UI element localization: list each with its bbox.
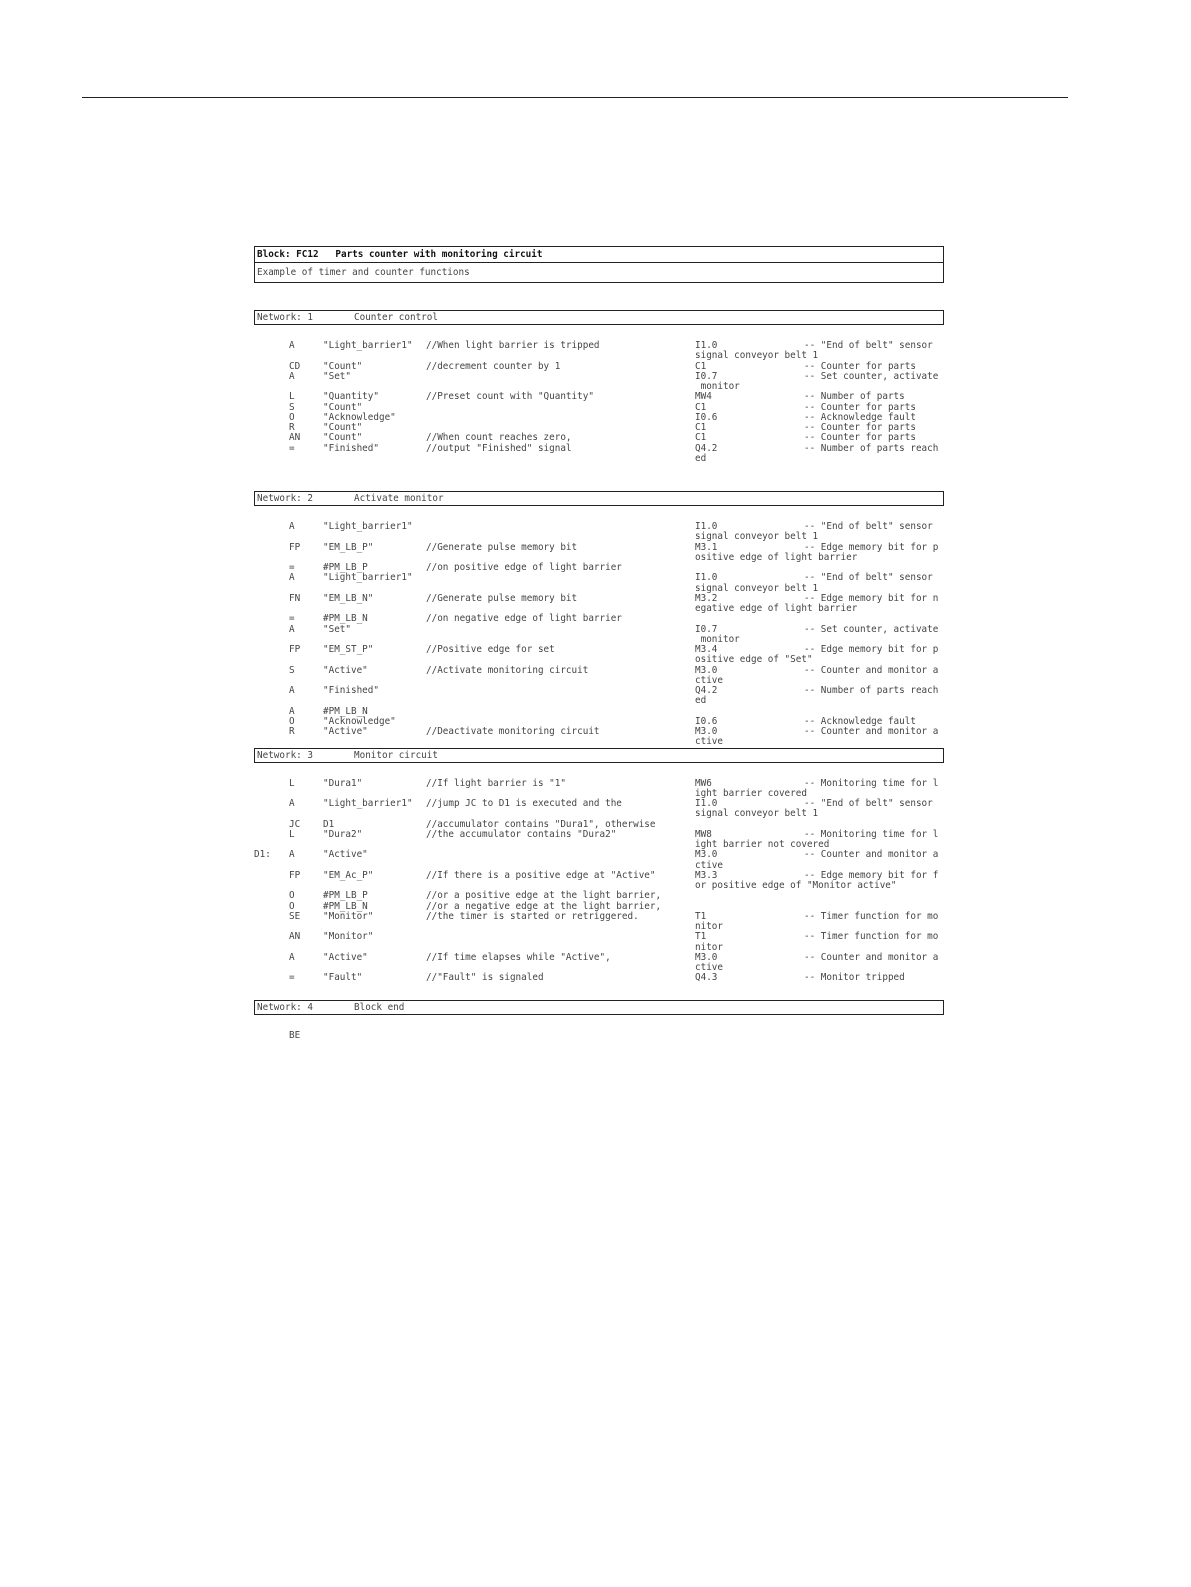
network-header: [254, 748, 944, 763]
jump-label: [254, 614, 289, 624]
line-comment: //output "Finished" signal: [426, 442, 572, 454]
instruction: L: [289, 777, 295, 789]
instruction: A: [289, 572, 295, 584]
operand: "Active": [323, 664, 368, 676]
symbol-comment: -- Counter for parts: [804, 432, 916, 444]
jump-label: [254, 912, 289, 922]
instruction: JC: [289, 818, 301, 830]
line-comment: [426, 573, 695, 583]
line-comment: [426, 403, 695, 413]
instruction: A: [289, 623, 295, 635]
symbol-comment: -- Number of parts reach: [804, 685, 939, 696]
address: C1: [695, 422, 707, 433]
line-comment: //Positive edge for set: [426, 644, 555, 655]
operand: "Count": [323, 401, 363, 413]
code-line: [254, 973, 944, 983]
top-rule: [82, 97, 1068, 98]
operand: #PM_LB_N: [323, 613, 368, 625]
line-comment: //or a positive edge at the light barrier,: [426, 890, 662, 902]
operand: "Count": [323, 360, 363, 372]
block-title: [255, 247, 943, 263]
wrap-indent: [254, 351, 695, 361]
address: M3.3: [695, 869, 718, 881]
address: T1: [695, 931, 707, 943]
address: I0.7: [695, 623, 718, 635]
line-comment: //When light barrier is tripped: [426, 340, 600, 351]
network-number: Network: 4: [257, 1001, 313, 1013]
address: C1: [695, 360, 707, 372]
jump-label: [254, 563, 289, 573]
operand: #PM_LB_N: [323, 705, 368, 717]
symbol-comment: -- "End of belt" sensor: [804, 572, 933, 584]
instruction: A: [289, 370, 295, 382]
instruction: FP: [289, 869, 301, 881]
instruction: O: [289, 890, 295, 902]
symbol-comment: -- Counter and monitor a: [804, 849, 939, 861]
jump-label: D1:: [254, 849, 271, 861]
operand: "Acknowledge": [323, 715, 396, 727]
line-comment: //decrement counter by 1: [426, 360, 561, 372]
line-comment: //the timer is started or retriggered.: [426, 910, 639, 922]
line-comment: //on negative edge of light barrier: [426, 613, 622, 625]
symbol-comment: -- Edge memory bit for p: [804, 644, 939, 655]
network-title: Block end: [354, 1001, 405, 1013]
operand: "Finished": [323, 442, 379, 454]
symbol-comment: [804, 891, 944, 901]
symbol-comment: -- Counter for parts: [804, 422, 916, 433]
address: Q4.3: [695, 972, 718, 984]
instruction: FP: [289, 541, 301, 553]
instruction: L: [289, 391, 295, 403]
block-title-label: Block: FC12: [257, 249, 319, 260]
line-comment: //When count reaches zero,: [426, 432, 572, 444]
address: I1.0: [695, 572, 718, 584]
line-comment: [426, 707, 695, 717]
network-number: Network: 2: [257, 493, 313, 504]
line-comment: //or a negative edge at the light barrier,: [426, 900, 662, 912]
operand: "Count": [323, 432, 363, 444]
wrap-indent: [254, 696, 695, 706]
instruction: CD: [289, 360, 301, 372]
wrap-indent: [254, 532, 695, 542]
operand: "Set": [323, 623, 351, 635]
symbol-comment-wrap: [254, 655, 944, 665]
address: T1: [695, 910, 707, 922]
operand: "Active": [323, 951, 368, 963]
operand: "Monitor": [323, 910, 374, 922]
wrap-text: ctive: [695, 962, 723, 973]
address: MW8: [695, 828, 712, 840]
code-line: [254, 953, 944, 963]
jump-label: [254, 543, 289, 553]
line-comment: //"Fault" is signaled: [426, 972, 544, 984]
symbol-comment-wrap: [254, 454, 944, 464]
symbol-comment: -- Number of parts reach: [804, 442, 939, 454]
wrap-text: ositive edge of light barrier: [695, 551, 858, 563]
line-comment: [426, 372, 695, 382]
code-line: [254, 625, 944, 635]
symbol-comment: -- Counter for parts: [804, 401, 916, 413]
line-comment: //jump JC to D1 is executed and the: [426, 798, 622, 809]
jump-label: [254, 403, 289, 413]
address: C1: [695, 401, 707, 413]
instruction: FN: [289, 592, 301, 604]
operand: "Light_barrier1": [323, 572, 413, 584]
wrap-text: nitor: [695, 941, 723, 953]
address: [695, 1031, 804, 1041]
address: I1.0: [695, 521, 718, 532]
jump-label: [254, 830, 289, 840]
line-comment: [426, 850, 695, 860]
instruction: A: [289, 798, 295, 809]
line-comment: //Generate pulse memory bit: [426, 592, 578, 604]
network-code: [254, 779, 944, 984]
instruction: L: [289, 828, 295, 840]
symbol-comment: -- Timer function for mo: [804, 931, 939, 943]
jump-label: [254, 779, 289, 789]
line-comment: //Generate pulse memory bit: [426, 541, 578, 553]
operand: "Light_barrier1": [323, 798, 413, 809]
jump-label: [254, 953, 289, 963]
instruction: AN: [289, 931, 301, 943]
wrap-text: ed: [695, 695, 707, 707]
instruction: R: [289, 422, 295, 433]
code-line: [254, 891, 944, 901]
wrap-text: signal conveyor belt 1: [695, 350, 819, 362]
operand: "Active": [323, 849, 368, 861]
address: M3.1: [695, 541, 718, 553]
symbol-comment: -- Timer function for mo: [804, 910, 939, 922]
symbol-comment: -- Counter and monitor a: [804, 951, 939, 963]
operand: D1: [323, 818, 335, 830]
line-comment: //Deactivate monitoring circuit: [426, 726, 600, 737]
line-comment: //Activate monitoring circuit: [426, 664, 589, 676]
operand: "EM_Ac_P": [323, 869, 374, 881]
code-line: [254, 433, 944, 443]
operand: "Light_barrier1": [323, 521, 413, 532]
symbol-comment: -- Set counter, activate: [804, 370, 939, 382]
code-line: [254, 522, 944, 532]
code-line: [254, 372, 944, 382]
wrap-text: ositive edge of "Set": [695, 654, 813, 666]
wrap-text: ight barrier covered: [695, 787, 807, 799]
jump-label: [254, 341, 289, 351]
instruction: S: [289, 664, 295, 676]
line-comment: [426, 413, 695, 423]
network-code: [254, 341, 944, 464]
operand: "Quantity": [323, 391, 379, 403]
jump-label: [254, 871, 289, 881]
operand: "Dura2": [323, 828, 363, 840]
operand: "Active": [323, 726, 368, 737]
operand: "EM_LB_N": [323, 592, 374, 604]
code-line: [254, 341, 944, 351]
address: [695, 902, 804, 912]
network-title: Monitor circuit: [354, 749, 438, 761]
network-section: [254, 748, 944, 984]
jump-label: [254, 717, 289, 727]
jump-label: [254, 522, 289, 532]
network-number: Network: 1: [257, 312, 313, 323]
wrap-text: ctive: [695, 859, 723, 871]
line-comment: //If there is a positive edge at "Active": [426, 869, 656, 881]
wrap-text: monitor: [695, 381, 740, 392]
jump-label: [254, 727, 289, 737]
line-comment: [426, 1031, 695, 1041]
operand: "Monitor": [323, 931, 374, 943]
jump-label: [254, 707, 289, 717]
operand: #PM_LB_P: [323, 562, 368, 573]
address: C1: [695, 432, 707, 444]
jump-label: [254, 799, 289, 809]
address: Q4.2: [695, 685, 718, 696]
address: I1.0: [695, 340, 718, 351]
wrap-indent: [254, 922, 695, 932]
instruction: BE: [289, 1029, 301, 1041]
jump-label: [254, 645, 289, 655]
address: Q4.2: [695, 442, 718, 454]
symbol-comment: -- Counter and monitor a: [804, 664, 939, 676]
network-section: [254, 310, 944, 464]
code-line: [254, 932, 944, 942]
jump-label: [254, 891, 289, 901]
instruction: =: [289, 562, 295, 573]
line-comment: [426, 686, 695, 696]
code-line: [254, 1031, 944, 1041]
instruction: FP: [289, 644, 301, 655]
address: M3.0: [695, 664, 718, 676]
operand: "Light_barrier1": [323, 340, 413, 351]
address: M3.2: [695, 592, 718, 604]
wrap-text: ctive: [695, 736, 723, 748]
instruction: S: [289, 401, 295, 413]
block-comment: Example of timer and counter functions: [257, 267, 470, 278]
code-line: [254, 573, 944, 583]
block-title-text: Parts counter with monitoring circuit: [335, 249, 543, 260]
wrap-text: ctive: [695, 674, 723, 686]
instruction: A: [289, 685, 295, 696]
instruction: =: [289, 613, 295, 625]
network-code: [254, 1031, 944, 1041]
wrap-indent: [254, 655, 695, 665]
symbol-comment-wrap: [254, 351, 944, 361]
jump-label: [254, 625, 289, 635]
line-comment: [426, 625, 695, 635]
jump-label: [254, 686, 289, 696]
instruction: A: [289, 849, 295, 861]
symbol-comment-wrap: [254, 696, 944, 706]
operand: "Dura1": [323, 777, 363, 789]
operand: "EM_LB_P": [323, 541, 374, 553]
instruction: AN: [289, 432, 301, 444]
symbol-comment: -- Monitoring time for l: [804, 828, 939, 840]
jump-label: [254, 362, 289, 372]
address: M3.0: [695, 849, 718, 861]
operand: "Set": [323, 370, 351, 382]
block-header: [254, 246, 944, 283]
jump-label: [254, 392, 289, 402]
jump-label: [254, 372, 289, 382]
code-line: [254, 830, 944, 840]
symbol-comment: -- Monitor tripped: [804, 972, 905, 984]
instruction: O: [289, 411, 295, 423]
wrap-text: or positive edge of "Monitor active": [695, 880, 897, 891]
instruction: SE: [289, 910, 301, 922]
wrap-indent: [254, 840, 695, 850]
jump-label: [254, 902, 289, 912]
instruction: R: [289, 726, 295, 737]
address: I0.6: [695, 715, 718, 727]
address: MW6: [695, 777, 712, 789]
wrap-text: ed: [695, 452, 707, 464]
address: [695, 614, 804, 624]
wrap-text: signal conveyor belt 1: [695, 531, 819, 543]
instruction: O: [289, 900, 295, 912]
code-line: [254, 779, 944, 789]
stl-listing: [254, 246, 944, 1041]
symbol-comment-wrap: [254, 532, 944, 542]
wrap-indent: [254, 809, 695, 819]
instruction: A: [289, 521, 295, 532]
code-line: [254, 727, 944, 737]
address: I0.7: [695, 370, 718, 382]
operand: "Fault": [323, 972, 363, 984]
symbol-comment: [804, 1031, 944, 1041]
operand: "Acknowledge": [323, 411, 396, 423]
operand: "Finished": [323, 685, 379, 696]
address: I1.0: [695, 798, 718, 809]
symbol-comment: -- Monitoring time for l: [804, 777, 939, 789]
network-header: [254, 310, 944, 325]
line-comment: //on positive edge of light barrier: [426, 562, 622, 573]
symbol-comment: -- Counter and monitor a: [804, 726, 939, 737]
operand: #PM_LB_N: [323, 900, 368, 912]
operand: "Count": [323, 422, 363, 433]
network-number: Network: 3: [257, 749, 313, 761]
code-line: [254, 799, 944, 809]
address: M3.0: [695, 951, 718, 963]
symbol-comment: -- Acknowledge fault: [804, 411, 916, 423]
jump-label: [254, 1031, 289, 1041]
code-line: [254, 645, 944, 655]
instruction: =: [289, 442, 295, 454]
networks: [254, 310, 944, 1041]
symbol-comment: -- Edge memory bit for f: [804, 869, 939, 881]
operand: "EM_ST_P": [323, 644, 374, 655]
symbol-comment: -- Edge memory bit for n: [804, 592, 939, 604]
symbol-comment: -- Number of parts: [804, 391, 905, 403]
code-line: [254, 850, 944, 860]
line-comment: //Preset count with "Quantity": [426, 391, 594, 403]
symbol-comment: -- Counter for parts: [804, 360, 916, 372]
instruction: A: [289, 705, 295, 717]
address: [695, 891, 804, 901]
network-code: [254, 522, 944, 748]
jump-label: [254, 423, 289, 433]
jump-label: [254, 594, 289, 604]
line-comment: //the accumulator contains "Dura2": [426, 828, 617, 840]
wrap-text: nitor: [695, 921, 723, 932]
address: M3.4: [695, 644, 718, 655]
address: MW4: [695, 391, 712, 403]
wrap-text: signal conveyor belt 1: [695, 582, 819, 594]
instruction: A: [289, 951, 295, 963]
line-comment: //If time elapses while "Active",: [426, 951, 611, 963]
network-header: [254, 491, 944, 506]
wrap-text: ight barrier not covered: [695, 839, 830, 850]
code-line: [254, 666, 944, 676]
symbol-comment: -- "End of belt" sensor: [804, 521, 933, 532]
jump-label: [254, 973, 289, 983]
symbol-comment-wrap: [254, 737, 944, 747]
jump-label: [254, 413, 289, 423]
code-line: [254, 614, 944, 624]
network-header: [254, 1000, 944, 1015]
symbol-comment: [804, 614, 944, 624]
line-comment: //If light barrier is "1": [426, 777, 566, 789]
jump-label: [254, 666, 289, 676]
symbol-comment: -- Set counter, activate: [804, 623, 939, 635]
symbol-comment: -- "End of belt" sensor: [804, 798, 933, 809]
symbol-comment: -- "End of belt" sensor: [804, 340, 933, 351]
code-line: [254, 912, 944, 922]
line-comment: [426, 522, 695, 532]
wrap-indent: [254, 454, 695, 464]
jump-label: [254, 573, 289, 583]
wrap-indent: [254, 676, 695, 686]
symbol-comment-wrap: [254, 809, 944, 819]
wrap-text: monitor: [695, 633, 740, 645]
symbol-comment: -- Edge memory bit for p: [804, 541, 939, 553]
instruction: A: [289, 340, 295, 351]
code-line: [254, 392, 944, 402]
code-line: [254, 444, 944, 454]
wrap-text: egative edge of light barrier: [695, 603, 858, 614]
symbol-comment: -- Acknowledge fault: [804, 715, 916, 727]
operand: #PM_LB_P: [323, 890, 368, 902]
wrap-text: signal conveyor belt 1: [695, 808, 819, 820]
code-line: [254, 686, 944, 696]
network-section: [254, 1000, 944, 1041]
network-title: Activate monitor: [354, 493, 444, 504]
jump-label: [254, 444, 289, 454]
network-section: [254, 491, 944, 748]
jump-label: [254, 433, 289, 443]
line-comment: [426, 932, 695, 942]
instruction: =: [289, 972, 295, 984]
jump-label: [254, 820, 289, 830]
wrap-indent: [254, 737, 695, 747]
network-title: Counter control: [354, 312, 438, 323]
jump-label: [254, 932, 289, 942]
operand: [323, 1031, 426, 1041]
line-comment: //accumulator contains "Dura1", otherwise: [426, 818, 656, 830]
address: I0.6: [695, 411, 718, 423]
address: M3.0: [695, 726, 718, 737]
instruction: O: [289, 715, 295, 727]
